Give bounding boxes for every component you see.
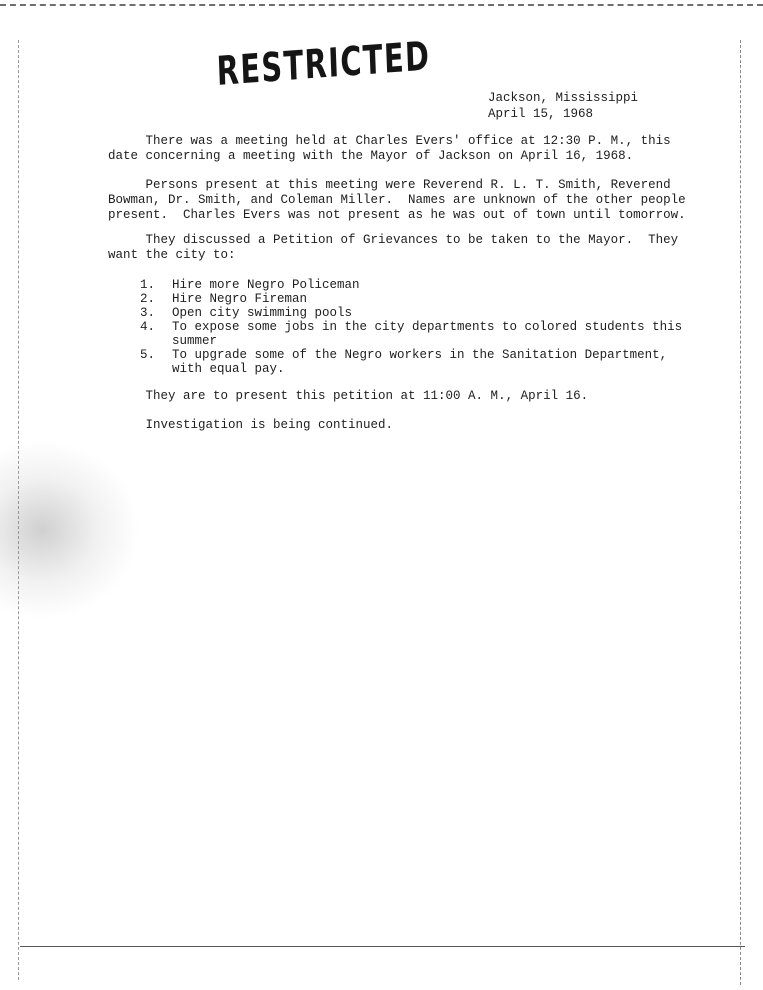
list-item-number: 1.	[140, 278, 156, 292]
scan-bottom-edge	[20, 946, 745, 947]
paragraph-persons-present: Persons present at this meeting were Reverend R. L. T. Smith, Reverend Bowman, Dr. Smith, and Coleman Miller. Names are unknown of the other people present. Charles Evers was not present as he was out of town until tomorrow.	[108, 178, 686, 222]
list-item-text: Open city swimming pools	[172, 306, 353, 320]
dateline-place: Jackson, Mississippi	[488, 91, 639, 105]
list-item	[140, 348, 682, 376]
list-item	[140, 292, 682, 306]
list-item-number: 3.	[140, 306, 156, 320]
scan-smudge	[0, 440, 140, 620]
dateline-date: April 15, 1968	[488, 107, 594, 121]
scan-top-edge	[0, 4, 763, 6]
paragraph-petition: They discussed a Petition of Grievances to be taken to the Mayor. They want the city to:	[108, 233, 679, 262]
paragraph-meeting: There was a meeting held at Charles Evers' office at 12:30 P. M., this date concerning a meeting with the Mayor of Jackson on April 16, 1968.	[108, 134, 671, 163]
list-item	[140, 278, 682, 292]
list-item-number: 5.	[140, 348, 156, 362]
list-item-number: 4.	[140, 320, 156, 334]
paragraph-present-time: They are to present this petition at 11:00 A. M., April 16.	[108, 389, 589, 403]
restricted-stamp: RESTRICTED	[215, 33, 432, 95]
list-item-text: To expose some jobs in the city departments to colored students this summer	[172, 320, 683, 348]
paragraph-investigation: Investigation is being continued.	[108, 418, 394, 432]
grievance-list	[140, 278, 682, 376]
list-item-number: 2.	[140, 292, 156, 306]
list-item-text: To upgrade some of the Negro workers in the Sanitation Department, with equal pay.	[172, 348, 668, 376]
scan-right-edge	[740, 40, 741, 985]
list-item-text: Hire more Negro Policeman	[172, 278, 360, 292]
list-item	[140, 320, 682, 348]
dateline	[488, 90, 638, 122]
list-item-text: Hire Negro Fireman	[172, 292, 308, 306]
list-item	[140, 306, 682, 320]
